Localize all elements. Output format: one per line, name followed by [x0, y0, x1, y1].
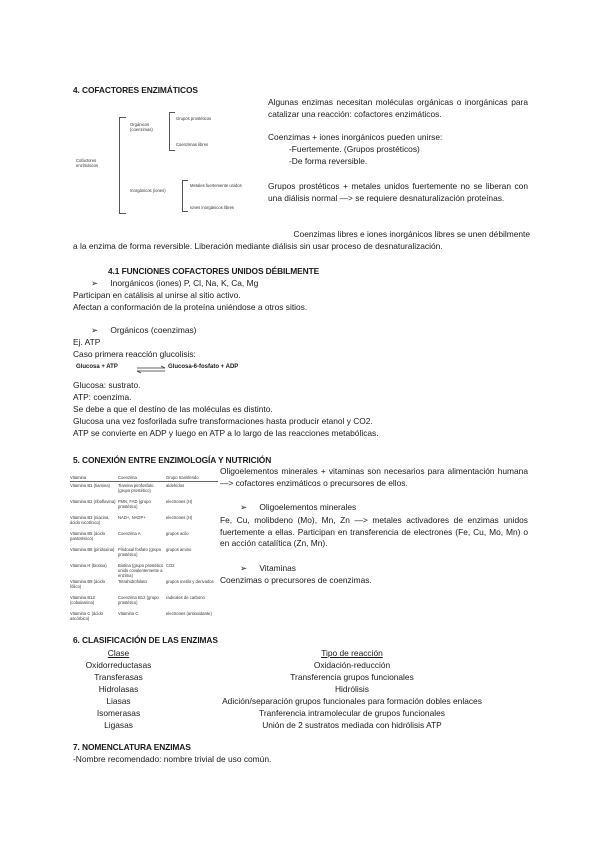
vitamin-cell: Vitamina B1 (tiamina) — [70, 483, 110, 488]
s5-paragraph-2: Fe, Cu, molibdeno (Mo), Mn, Zn —> metales activadores de enzimas unidos fuertemente a ellas. Participan en transferencia de electrones (Fe, Cu, Mo, Mn) o en acción catalítica (Zn, Mn). — [220, 515, 528, 549]
diagram-bracket-organicos — [169, 112, 175, 151]
vitamin-cell: Vitamina B5 (ácido pantoténico) — [70, 531, 106, 541]
s41-bullet-organicos — [91, 325, 196, 337]
diagram-bracket-inorganicos — [182, 180, 188, 212]
vitamin-cell: radicales de carbono — [166, 595, 205, 600]
s5-bullet-vitaminas-text: Vitaminas — [259, 563, 296, 573]
section-4-heading: 4. COFACTORES ENZIMÁTICOS — [73, 85, 198, 95]
enzyme-class: Oxidorreductasas — [85, 660, 152, 670]
reaction-type: Transferencia grupos funcionales — [290, 672, 414, 682]
vitamin-cell: Tiamina pirofosfato (grupo prostético) — [118, 483, 154, 493]
s4-paragraph-3: Grupos prostéticos + metales unidos fuertemente no se liberan con una diálisis normal —> se requiere desnaturalización proteínas. — [268, 181, 528, 203]
s41-line-1: Participan en catálisis al unirse al sitio activo. — [73, 290, 241, 300]
s5-bullet-oligoelementos — [240, 502, 356, 514]
vitamins-table — [70, 475, 218, 627]
vitamin-cell: Vitamina C (ácido ascórbico) — [70, 611, 103, 621]
vitamin-cell: electrones (antioxidante) — [166, 611, 212, 616]
vitamin-cell: Coenzima A — [118, 531, 141, 536]
enzyme-class: Hidrolasas — [98, 684, 139, 694]
s4-paragraph-2b: -De forma reversible. — [289, 156, 368, 166]
section-7-heading: 7. NOMENCLATURA ENZIMAS — [73, 742, 191, 752]
vitamin-cell: Vitamina B6 (piridoxina) — [70, 547, 115, 552]
reaction-left: Glucosa + ATP — [76, 364, 118, 370]
s5-paragraph-3: Coenzimas o precursores de coenzimas. — [220, 575, 372, 585]
vitamin-cell: Piridoxal fosfato (grupo prostético) — [118, 547, 162, 557]
bullet-arrow-icon: ➢ — [91, 278, 99, 288]
enzyme-classification-table — [70, 647, 530, 737]
vitamin-cell: grupos metilo y derivados — [166, 579, 214, 584]
reaction-right: Glucosa-6-fosfato + ADP — [168, 364, 239, 370]
vitamin-cell: Vitamina B9 (ácido fólico) — [70, 579, 106, 589]
classification-row — [70, 707, 530, 719]
s41-line-6: ATP: coenzima. — [73, 392, 132, 402]
vitamin-cell: grupos acilo — [166, 531, 189, 536]
classification-row — [70, 683, 530, 695]
vitamin-cell: electrones (H) — [166, 499, 193, 504]
vitamin-cell: Vitamina B12 (cobalamina) — [70, 595, 95, 605]
vitamin-cell: electrones (H) — [166, 515, 193, 520]
s41-line-2: Afectan a conformación de la proteína uniéndose a otros sitios. — [73, 302, 308, 312]
reaction-type: Unión de 2 sustratos mediada con hidrólisis ATP — [262, 720, 442, 730]
col-tipo-reaccion: Tipo de reacción — [321, 648, 383, 658]
s41-bullet-inorganicos — [91, 278, 258, 290]
s7-line-1: -Nombre recomendado: nombre trivial de uso común. — [73, 754, 272, 764]
section-5-heading: 5. CONEXIÓN ENTRE ENZIMOLOGÍA Y NUTRICIÓN — [73, 455, 272, 465]
vitamin-cell: NAD+, NADP+ — [118, 515, 146, 520]
vt-header-coenzima: Coenzima — [118, 475, 137, 480]
classification-row — [70, 659, 530, 671]
vitamin-cell: grupos amino — [166, 547, 192, 552]
reaction-type: Hidrólisis — [335, 684, 369, 694]
s4-paragraph-4a: Coenzimas libres e iones inorgánicos libres se unen débilmente — [293, 229, 530, 239]
diagram-leaf-metales: Metales fuertemente unidos — [190, 183, 242, 188]
reaction-type: Oxidación-reducción — [313, 660, 391, 670]
s41-line-8: Glucosa una vez fosforilada sufre transformaciones hasta producir etanol y CO2. — [73, 416, 373, 426]
s5-bullet-vitaminas — [240, 563, 296, 575]
vitamin-cell: Vitamina B3 (niacina, ácido nicotínico) — [70, 515, 110, 525]
classification-header — [70, 647, 530, 659]
diagram-inorganicos: Inorgánicos (iones) — [130, 188, 166, 193]
section-4-1-heading: 4.1 FUNCIONES COFACTORES UNIDOS DÉBILMENTE — [108, 266, 320, 276]
enzyme-class: Isomerasas — [96, 708, 141, 718]
vitamin-cell: Tetrahidrofolato — [118, 579, 147, 584]
s4-paragraph-1: Algunas enzimas necesitan moléculas orgánicas o inorgánicas para catalizar una reacción: cofactores enzimáticos. — [268, 97, 528, 119]
bullet-arrow-icon: ➢ — [240, 502, 248, 512]
vt-header-grupo: Grupo transferido — [166, 475, 199, 480]
s41-line-5: Glucosa: sustrato. — [73, 380, 141, 390]
vitamin-cell: FMN, FAD (grupo prostético) — [118, 499, 151, 509]
vitamin-cell: Biotina (grupo prostético unido covalentemente a enzima) — [118, 563, 164, 578]
diagram-root: Cofactores enzimáticos — [76, 158, 99, 168]
glycolysis-reaction — [76, 364, 276, 376]
s5-paragraph-1: Oligoelementos minerales + vitaminas son necesarios para alimentación humana —> cofactores enzimáticos o precursores de ellos. — [220, 466, 528, 488]
bullet-arrow-icon: ➢ — [91, 325, 99, 335]
col-clase: Clase — [107, 648, 130, 658]
equilibrium-arrows-icon — [136, 365, 166, 374]
s41-line-9: ATP se convierte en ADP y luego en ATP a lo largo de las reacciones metabólicas. — [73, 428, 379, 438]
s41-line-4: Caso primera reacción glucolisis: — [73, 349, 196, 359]
vitamin-cell: Vitamina B2 (riboflavina) — [70, 499, 116, 504]
s4-paragraph-2: Coenzimas + iones inorgánicos pueden unirse: — [268, 132, 443, 142]
diagram-leaf-coenzimas-libres: Coenzimas libres — [176, 142, 209, 147]
s41-bullet-organicos-text: Orgánicos (coenzimas) — [110, 325, 197, 335]
vitamin-cell: aldehídos — [166, 483, 185, 488]
classification-row — [70, 695, 530, 707]
diagram-leaf-iones: Iones inorgánicos libres — [190, 205, 234, 210]
s41-line-3: Ej. ATP — [73, 337, 101, 347]
reaction-type: Tranferencia intramolecular de grupos funcionales — [259, 708, 445, 718]
cofactor-diagram — [70, 104, 265, 224]
enzyme-class: Ligasas — [104, 720, 133, 730]
reaction-type: Adición/separación grupos funcionales para formación dobles enlaces — [222, 696, 482, 706]
section-6-heading: 6. CLASIFICACIÓN DE LAS ENZIMAS — [73, 635, 218, 645]
vitamin-cell: Vitamina H (biotina) — [70, 563, 107, 568]
enzyme-class: Liasas — [106, 696, 131, 706]
diagram-organicos: Orgánicos (coenzimas) — [130, 122, 153, 132]
s41-line-7: Se debe a que el destino de las moléculas es distinto. — [73, 404, 273, 414]
vt-header-vitamina: Vitamina — [70, 475, 87, 480]
s4-paragraph-4b: a la enzima de forma reversible. Liberación mediante diálisis sin usar proceso de desnaturalización. — [73, 241, 443, 251]
classification-row — [70, 671, 530, 683]
bullet-arrow-icon: ➢ — [240, 563, 248, 573]
enzyme-class: Transferasas — [94, 672, 143, 682]
s4-paragraph-2a: -Fuertemente. (Grupos prostéticos) — [289, 144, 420, 154]
vitamin-cell: CO2 — [166, 563, 175, 568]
diagram-leaf-prosteticos: Grupos prostéticos — [176, 116, 212, 121]
diagram-bracket-root — [119, 117, 126, 214]
vitamin-cell: Coenzima B12 (grupo prostético) — [118, 595, 159, 605]
s5-bullet-oligoelementos-text: Oligoelementos minerales — [259, 502, 357, 512]
vitamins-table-header — [70, 475, 218, 482]
vitamin-cell: Vitamina C — [118, 611, 139, 616]
classification-row — [70, 719, 530, 731]
s41-bullet-inorganicos-text: Inorgánicos (iones) P, Cl, Na, K, Ca, Mg — [110, 278, 259, 288]
